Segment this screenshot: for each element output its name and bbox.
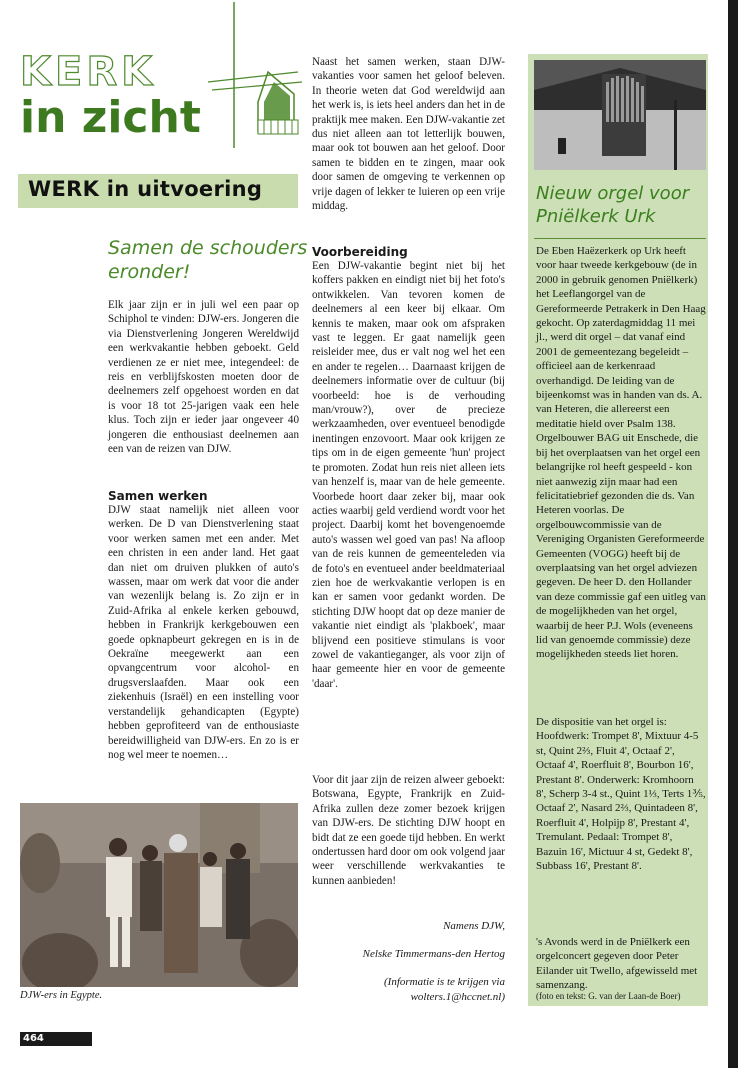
article-heading-djw: Samen de schouders eronder! [108,237,308,283]
sidebar-paragraph-concert: 's Avonds werd in de Pniëlkerk een orgelconcert gegeven door Peter Eilander uit Twello, afgewisseld met samenzang. [536,936,698,992]
article-body-samen-werken: DJW staat namelijk niet alleen voor werken. De D van Dienstverlening staat voor werken samen met een ander. Met een christen in een ander land. Het gaat dan niet om druiven plukken of auto's wassen, maar om werk dat voor die ander van wezenlijk belang is. Zo zijn er in Zuid-Afrika al enkele kerken gebouwd, hebben in Frankrijk kerkgebouwen een goede opknapbeurt gekregen en is in de Oekraïne meegewerkt aan een opvangcentrum voor alcohol- en drugsverslaafden. Maar ook een ziekenhuis (Israël) en een instelling voor verstandelijk gehandicapten (Egypte) hebben geprofiteerd van de enthousiaste bereidwilligheid van DJW-ers. En zo is er nog wel meer te noemen… [108,504,299,761]
section-banner-title: WERK in uitvoering [28,177,263,201]
photo-credit: (foto en tekst: G. van der Laan-de Boer) [536,991,681,1001]
signature-info: (Informatie is te krijgen via wolters.1@hccnet.nl) [384,976,505,1003]
page-number: 464 [20,1032,92,1046]
article-heading-orgel: Nieuw orgel voor Pniëlkerk Urk [536,183,690,227]
sidebar-disposition: De dispositie van het orgel is: Hoofdwerk: Trompet 8', Mixtuur 4-5 st, Quint 2⅔, Fluit 4', Octaaf 2', Octaaf 4', Roerfluit 8', Bourbon 16', Prestant 8'. Onderwerk: Kromhoorn 8', Scherp 3-4 st., Quint 1⅓, Terts 1⅗, Octaaf 2', Nasard 2⅔, Quintadeen 8', Roerfluit 4', Holpijp 8', Prestant 4', Tremulant. Pedaal: Trompet 8', Bazuin 16', Mictuur 4 st, Gedekt 8', Subbass 16', Prestant 8'. [536,716,706,873]
section-banner [18,174,298,208]
page-edge [728,0,738,1068]
article-intro: Elk jaar zijn er in juli wel een paar op Schiphol te vinden: DJW-ers. Jongeren die via Dienstverlening Jongeren Wereldwijd een werkvakantie hebben geboekt. Geld verdienen ze er niet mee, integendeel: de reis en verblijfskosten moeten door de deelnemers zelf opgehoest worden en dat is voor 18 tot 25-jarigen vaak een hele klus. Toch zijn er ieder jaar ongeveer 40 jongeren die enthousiast deelnemen aan een van de reizen van DJW. [108,299,299,456]
subheading-samen-werken: Samen werken [108,489,208,503]
photo-djw-egypt [20,803,298,987]
article-paragraph-voorbereiding: Een DJW-vakantie begint niet bij het koffers pakken en eindigt niet bij het foto's ontwikkelen. Van tevoren komen de deelnemers al een keer bij elkaar. Om kennis te maken, maar ook om afspraken vast te leggen. Er gaat namelijk geen reisleider mee, dus er valt nog wel het een en ander te regelen… Daarnaast krijgen de deelnemers informatie over de cultuur (bij voorbeeld: hoe is de verhouding man/vrouw?), over de precieze werkzaamheden, over eventueel benodigde inentingen enzovoort. Maar ook krijgen ze tips om in de eigen gemeente 'hun' project te promoten. Zodat hun reis niet alleen iets van henzelf is, maar van de hele gemeente. Voorbede hoort daar zeker bij, maar ook acties waarbij geld verdiend wordt voor het project. Daarbij komt het bovengenoemde auto's wassen wel goed van pas! Na afloop van de reis kunnen de gemeenteleden via de foto's en eventueel ander beeldmateriaal zien hoe de werkvakantie verlopen is en kan er samen voor gedankt worden. De stichting DJW hoopt dat op deze manier de vakantie niet eindigt als 'plakboek', maar blijvend een positieve stimulans is voor zowel de vakantieganger, als voor zijn of haar gemeente hier en voor de gemeente 'daar'. [312,260,505,690]
article-paragraph-reizen: Voor dit jaar zijn de reizen alweer geboekt: Botswana, Egypte, Frankrijk en Zuid-Afrika zullen deze zomer bezoek krijgen van DJW-ers. De stichting DJW hoopt en bidt dat ze een goede tijd hebben. En werkt ondertussen hard door om ook volgend jaar weer verschillende werkvakanties te kunnen aanbieden! [312,774,505,887]
signature-org: Namens DJW, [443,920,505,932]
photo-organ [534,60,706,170]
masthead-kerk: KERK [20,49,157,95]
divider [534,238,706,239]
subheading-voorbereiding: Voorbereiding [312,245,408,259]
masthead-in-zicht: in zicht [20,92,201,143]
photo-caption: DJW-ers in Egypte. [20,990,103,1001]
masthead [20,49,306,148]
signature-name: Nelske Timmermans-den Hertog [362,948,505,960]
sidebar-paragraph: De Eben Haëzerkerk op Urk heeft voor haar tweede kerkgebouw (de in 2000 in gebruik genomen Pniëlkerk) het Leeflangorgel van de Gereformeerde Petrakerk in Den Haag gekocht. Op zaterdagmiddag 11 mei jl., werd dit orgel – dat vanaf eind 2001 de gemeentezang begeleidt – officieel aan de kerkenraad overhandigd. De leiding van de bijeenkomst was in handen van ds. A. van Heteren, die allereerst een meditatie hield over Psalm 138. Orgelbouwer BAG uit Enschede, die bij het overplaatsen van het orgel een belangrijke rol heeft gespeeld - kon niet aanwezig zijn maar had een felicitatiebrief gezonden die ds. Van Heteren voorlas. De orgelbouwcommissie van de Vereniging Organisten Gereformeerde Gemeenten (VOGG) heeft bij de overplaatsing van het orgel adviezen gegeven. De heer D. den Hollander van deze commissie gaf een uitleg van de mogelijkheden van het orgel, waarbij de heer P.J. Wols (eveneens lid van genoemde commissie) deze mogelijkheden steeds liet horen. [536,245,706,661]
article-paragraph: Naast het samen werken, staan DJW-vakanties voor samen het geloof beleven. In theorie weten dat God wereldwijd aan het werk is, is iets heel anders dan het in de praktijk mee maken. Een DJW-vakantie zet dus niet alleen aan tot letterlijk bouwen, maar ook tot bouwen aan het geloof. Door samen te bidden en te zingen, maar ook door samen de omgeving te verkennen op vrije dagen of lekker te luieren op een vrije middag. [312,56,505,213]
church-logo-icon [198,2,308,148]
